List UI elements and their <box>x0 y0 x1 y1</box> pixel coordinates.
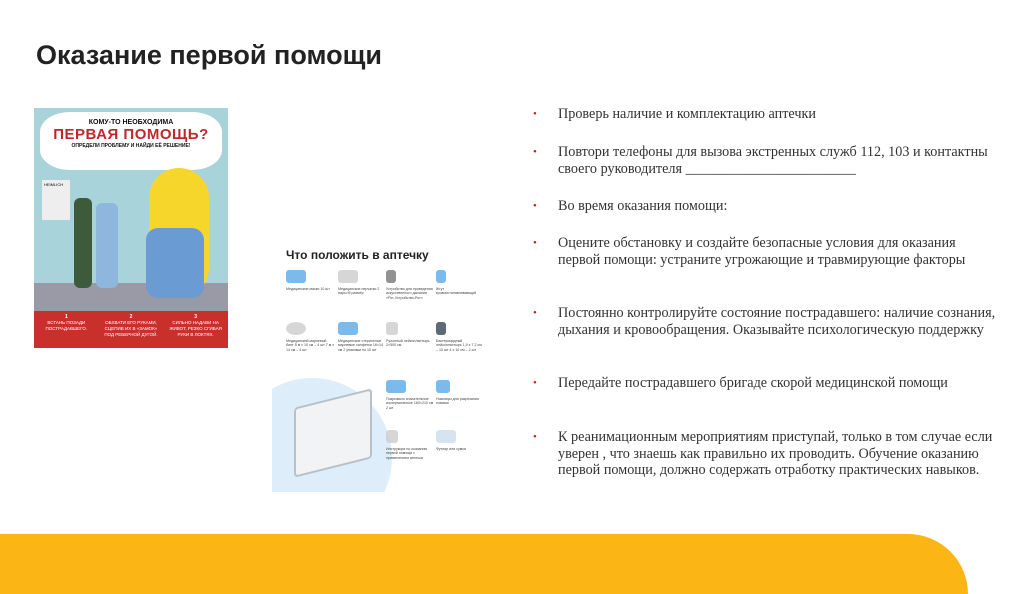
kit-item: Медицинские стерильные марлевые салфетки 16×14 см 2 упаковки по 10 шт <box>338 322 386 352</box>
kit-item: Футляр или сумка <box>436 430 484 451</box>
case-icon <box>436 430 456 443</box>
kit-item: Жгут кровоостанавливающий <box>436 270 484 296</box>
bullet-item: • Проверь наличие и комплектацию аптечки <box>533 106 816 122</box>
kit-title: Что положить в аптечку <box>286 248 429 262</box>
breathing-device-icon <box>386 270 396 283</box>
bullet-icon: • <box>533 108 537 120</box>
bullet-icon: • <box>533 237 537 249</box>
tourniquet-icon <box>436 270 446 283</box>
poster-line3: ОПРЕДЕЛИ ПРОБЛЕМУ И НАЙДИ ЕЁ РЕШЕНИЕ! <box>71 143 191 149</box>
plaster-icon <box>436 322 446 335</box>
blanket-icon <box>386 380 406 393</box>
poster-line1: КОМУ-ТО НЕОБХОДИМА <box>88 119 174 126</box>
bullet-item: • К реанимационным мероприятиям приступай, только в том случае если уверен , что знаешь как правильно их проводить. Обучение оказанию первой помощи, должно содержать отработку практических навыков. <box>533 429 993 478</box>
bandage-icon <box>286 322 306 335</box>
bullet-icon: • <box>533 200 537 212</box>
character-figure <box>74 198 92 288</box>
bullet-item: • Повтори телефоны для вызова экстренных служб 112, 103 и контактны своего руководителя ________________________ <box>533 144 988 177</box>
slide-title: Оказание первой помощи <box>36 40 382 70</box>
bullet-icon: • <box>533 307 537 319</box>
poster-header <box>40 112 222 170</box>
first-aid-kit-infographic <box>272 240 487 492</box>
kit-item: Рулонный лейкопластырь 2×500 см <box>386 322 434 348</box>
gloves-icon <box>338 270 358 283</box>
plaster-roll-icon <box>386 322 398 335</box>
accent-bar <box>0 534 968 594</box>
first-aid-poster <box>34 108 228 348</box>
bullet-icon: • <box>533 431 537 443</box>
kit-item: Инструкция по оказанию первой помощи с применением аптечки <box>386 430 434 460</box>
poster-step: 3 СИЛЬНО НАДАВИ НА ЖИВОТ, РЕЗКО СГИБАЯ РУКИ В ЛОКТЯХ. <box>169 314 222 337</box>
poster-step: 1 ВСТАНЬ ПОЗАДИ ПОСТРАДАВШЕГО. <box>45 314 88 331</box>
poster-steps <box>34 311 228 348</box>
bullet-icon: • <box>533 146 537 158</box>
character-figure <box>96 203 118 288</box>
homer-pants <box>146 228 204 298</box>
scissors-icon <box>436 380 450 393</box>
poster-line2: ПЕРВАЯ ПОМОЩЬ? <box>53 126 209 143</box>
instruction-icon <box>386 430 398 443</box>
bullet-icon: • <box>533 377 537 389</box>
kit-item: Медицинский марлевый бинт 5 м x 10 см – 4 шт 7 м x 14 см – 4 шт <box>286 322 334 352</box>
kit-item: Медицинские маски 10 шт <box>286 270 334 291</box>
kit-item: Медицинские перчатки 2 пары M размер <box>338 270 386 296</box>
kit-item: Ножницы для разрезания повязок <box>436 380 484 406</box>
bullet-item: • Передайте пострадавшего бригаде скорой медицинской помощи <box>533 375 948 391</box>
kit-item: Устройство для проведения искусственного дыхания «Рот-Устройство-Рот» <box>386 270 434 300</box>
bullet-item: • Постоянно контролируйте состояние пострадавшего: наличие сознания, дыхания и кровообращения. Оказывайте психологическую поддержку <box>533 305 996 338</box>
kit-item: Бактерицидный лейкопластырь 1,9 x 7,2 см – 10 шт 4 x 10 см – 2 шт <box>436 322 484 352</box>
wipes-icon <box>338 322 358 335</box>
kit-item: Покрывало спасательное изотермическое 160×210 см 2 шт <box>386 380 434 410</box>
wall-sign: HEIMLICH <box>42 180 70 220</box>
bullet-item: • Во время оказания помощи: <box>533 198 728 214</box>
bullet-item: • Оцените обстановку и создайте безопасные условия для оказания первой помощи: устраните угрожающие и травмирующие факторы <box>533 235 966 268</box>
mask-icon <box>286 270 306 283</box>
poster-step: 2 ОБХВАТИ ЕГО РУКАМИ, СЦЕПИВ ИХ В «ЗАМОК» ПОД РЕБЕРНОЙ ДУГОЙ. <box>104 314 158 337</box>
